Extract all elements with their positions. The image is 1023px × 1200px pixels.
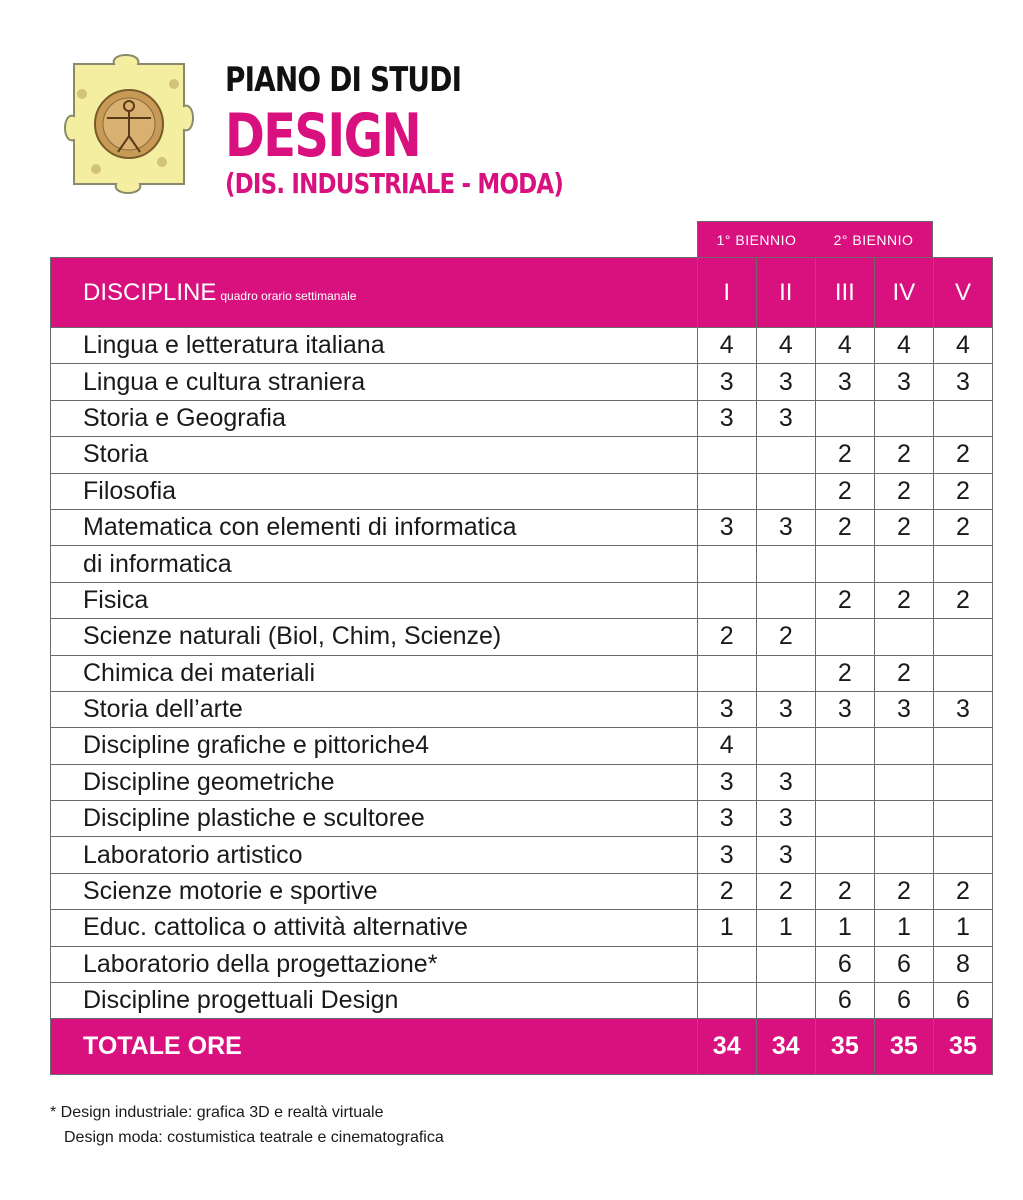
hours-cell: 2 (874, 509, 933, 545)
table-row (51, 910, 993, 946)
hours-cell: 2 (815, 473, 874, 509)
page-title: DESIGN (225, 101, 421, 171)
year-header-3: III (815, 258, 874, 328)
hours-cell: 6 (815, 946, 874, 982)
hours-cell: 3 (756, 509, 815, 545)
discipline-name: Storia (51, 437, 698, 473)
hours-cell: 2 (756, 619, 815, 655)
hours-cell: 3 (933, 691, 992, 727)
footnotes (50, 1100, 444, 1150)
first-biennio-label: 1° BIENNIO (716, 231, 797, 248)
hours-cell (933, 801, 992, 837)
hours-cell: 8 (933, 946, 992, 982)
hours-cell: 1 (933, 910, 992, 946)
table-row (51, 764, 993, 800)
hours-cell: 3 (756, 837, 815, 873)
discipline-name: Scienze naturali (Biol, Chim, Scienze) (51, 619, 698, 655)
discipline-name: Chimica dei materiali (51, 655, 698, 691)
hours-cell: 3 (933, 364, 992, 400)
hours-cell: 1 (756, 910, 815, 946)
hours-cell: 2 (874, 473, 933, 509)
hours-cell: 2 (815, 873, 874, 909)
hours-cell: 3 (697, 400, 756, 436)
discipline-name: di informatica (51, 546, 698, 582)
hours-cell: 3 (874, 364, 933, 400)
hours-cell: 3 (756, 364, 815, 400)
hours-cell: 3 (756, 764, 815, 800)
hours-cell (697, 546, 756, 582)
hours-cell: 3 (697, 837, 756, 873)
discipline-name: Discipline progettuali Design (51, 983, 698, 1019)
study-plan-table (50, 257, 993, 1075)
total-value: 34 (697, 1019, 756, 1075)
hours-cell: 3 (697, 364, 756, 400)
hours-cell: 6 (933, 983, 992, 1019)
hours-cell (756, 983, 815, 1019)
footnote-line: * Design industriale: grafica 3D e realtà virtuale (50, 1104, 384, 1121)
hours-cell: 6 (874, 946, 933, 982)
table-row (51, 619, 993, 655)
hours-cell (933, 400, 992, 436)
year-header-4: IV (874, 258, 933, 328)
year-header-1: I (697, 258, 756, 328)
biennio-header (697, 221, 933, 257)
school-logo (44, 44, 212, 212)
hours-cell: 6 (874, 983, 933, 1019)
hours-cell: 4 (815, 328, 874, 364)
discipline-name: Lingua e cultura straniera (51, 364, 698, 400)
discipline-name: Filosofia (51, 473, 698, 509)
hours-cell: 4 (697, 728, 756, 764)
hours-cell: 4 (697, 328, 756, 364)
discipline-name: Educ. cattolica o attività alternative (51, 910, 698, 946)
hours-cell: 3 (697, 801, 756, 837)
hours-cell (874, 400, 933, 436)
hours-cell (815, 546, 874, 582)
hours-cell: 3 (756, 801, 815, 837)
hours-cell: 3 (697, 691, 756, 727)
hours-cell (756, 946, 815, 982)
discipline-name: Discipline geometriche (51, 764, 698, 800)
hours-cell (697, 437, 756, 473)
hours-cell: 4 (874, 328, 933, 364)
hours-cell: 2 (933, 473, 992, 509)
hours-cell: 2 (874, 873, 933, 909)
second-biennio-label: 2° BIENNIO (833, 231, 914, 248)
discipline-header-sublabel: quadro orario settimanale (220, 288, 357, 303)
hours-cell: 4 (756, 328, 815, 364)
discipline-header-label: DISCIPLINE (83, 278, 217, 306)
hours-cell: 2 (756, 873, 815, 909)
hours-cell (815, 837, 874, 873)
hours-cell (933, 655, 992, 691)
hours-cell: 2 (815, 509, 874, 545)
hours-cell: 2 (874, 437, 933, 473)
vitruvian-puzzle-icon (44, 44, 212, 212)
total-value: 35 (815, 1019, 874, 1075)
discipline-name: Fisica (51, 582, 698, 618)
footnote-line: Design moda: costumistica teatrale e cinematografica (64, 1129, 444, 1146)
page-subtitle: (DIS. INDUSTRIALE - MODA) (225, 167, 564, 200)
table-row (51, 983, 993, 1019)
table-row (51, 546, 993, 582)
table-row (51, 437, 993, 473)
total-value: 35 (933, 1019, 992, 1075)
hours-cell: 2 (933, 873, 992, 909)
hours-cell (933, 728, 992, 764)
hours-cell (756, 473, 815, 509)
table-header-row (51, 258, 993, 328)
hours-cell (815, 728, 874, 764)
hours-cell (874, 837, 933, 873)
table-row (51, 509, 993, 545)
discipline-name: Discipline plastiche e scultoree (51, 801, 698, 837)
table-row (51, 691, 993, 727)
discipline-column-header (51, 258, 698, 328)
hours-cell (756, 546, 815, 582)
total-row (51, 1019, 993, 1075)
hours-cell (697, 582, 756, 618)
hours-cell (874, 619, 933, 655)
table-row (51, 946, 993, 982)
hours-cell (874, 764, 933, 800)
discipline-name: Discipline grafiche e pittoriche4 (51, 728, 698, 764)
hours-cell: 2 (815, 582, 874, 618)
table-row (51, 873, 993, 909)
hours-cell: 2 (697, 873, 756, 909)
discipline-name: Laboratorio artistico (51, 837, 698, 873)
hours-cell: 1 (697, 910, 756, 946)
discipline-name: Storia e Geografia (51, 400, 698, 436)
hours-cell: 2 (815, 655, 874, 691)
hours-cell: 2 (815, 437, 874, 473)
hours-cell: 2 (933, 437, 992, 473)
hours-cell (815, 764, 874, 800)
hours-cell (697, 473, 756, 509)
hours-cell (815, 619, 874, 655)
hours-cell: 2 (933, 582, 992, 618)
hours-cell (815, 801, 874, 837)
hours-cell (874, 546, 933, 582)
total-value: 35 (874, 1019, 933, 1075)
hours-cell (756, 437, 815, 473)
total-label: TOTALE ORE (51, 1019, 698, 1075)
discipline-name: Storia dell’arte (51, 691, 698, 727)
hours-cell (933, 546, 992, 582)
table-row (51, 728, 993, 764)
table-row (51, 801, 993, 837)
discipline-name: Matematica con elementi di informatica (51, 509, 698, 545)
table-row (51, 364, 993, 400)
hours-cell: 2 (874, 655, 933, 691)
table-row (51, 655, 993, 691)
hours-cell (756, 582, 815, 618)
title-block (225, 58, 637, 200)
hours-cell (874, 728, 933, 764)
hours-cell: 2 (874, 582, 933, 618)
hours-cell: 3 (815, 364, 874, 400)
hours-cell (933, 764, 992, 800)
page-supertitle: PIANO DI STUDI (225, 60, 462, 100)
table-row (51, 400, 993, 436)
hours-cell: 1 (874, 910, 933, 946)
hours-cell (874, 801, 933, 837)
discipline-name: Lingua e letteratura italiana (51, 328, 698, 364)
hours-cell (756, 655, 815, 691)
discipline-name: Laboratorio della progettazione* (51, 946, 698, 982)
hours-cell: 3 (697, 764, 756, 800)
total-value: 34 (756, 1019, 815, 1075)
discipline-name: Scienze motorie e sportive (51, 873, 698, 909)
hours-cell: 4 (933, 328, 992, 364)
hours-cell: 3 (697, 509, 756, 545)
hours-cell (697, 983, 756, 1019)
table-row (51, 328, 993, 364)
hours-cell (815, 400, 874, 436)
table-row (51, 473, 993, 509)
year-header-5: V (933, 258, 992, 328)
hours-cell: 3 (874, 691, 933, 727)
year-header-2: II (756, 258, 815, 328)
hours-cell (933, 619, 992, 655)
hours-cell: 3 (815, 691, 874, 727)
hours-cell: 3 (756, 400, 815, 436)
table-row (51, 582, 993, 618)
hours-cell: 1 (815, 910, 874, 946)
hours-cell (933, 837, 992, 873)
hours-cell: 6 (815, 983, 874, 1019)
hours-cell: 3 (756, 691, 815, 727)
hours-cell (697, 655, 756, 691)
hours-cell (697, 946, 756, 982)
hours-cell: 2 (933, 509, 992, 545)
hours-cell (756, 728, 815, 764)
hours-cell: 2 (697, 619, 756, 655)
table-row (51, 837, 993, 873)
